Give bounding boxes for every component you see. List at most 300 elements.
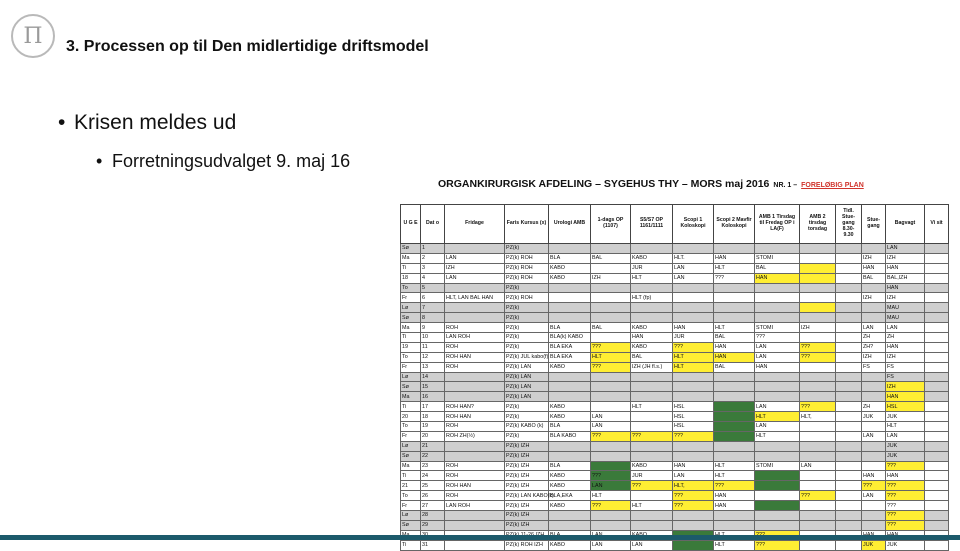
table-cell: BAL [714, 333, 755, 343]
table-cell [445, 511, 505, 521]
table-cell: JUK [862, 412, 886, 422]
table-row [401, 273, 949, 283]
schedule-scan [398, 172, 950, 549]
table-cell: JUR [631, 263, 673, 273]
table-cell [631, 382, 673, 392]
table-cell [549, 283, 591, 293]
table-cell [925, 323, 949, 333]
table-cell: 24 [421, 471, 445, 481]
table-cell: HLT [631, 402, 673, 412]
table-cell: 18 [421, 412, 445, 422]
table-cell [549, 293, 591, 303]
bottom-accent-bar [0, 535, 960, 540]
table-cell: 4 [421, 273, 445, 283]
table-cell: LAN [673, 263, 714, 273]
table-cell [549, 313, 591, 323]
table-cell: Lø [401, 441, 421, 451]
table-cell [549, 244, 591, 254]
table-cell [673, 520, 714, 530]
column-header: Bagvagt [886, 205, 925, 244]
table-cell: PZ(k) ROH [505, 263, 549, 273]
table-cell [836, 392, 862, 402]
table-cell [925, 244, 949, 254]
logo: Π [11, 14, 55, 58]
table-cell [631, 303, 673, 313]
table-cell: Sø [401, 520, 421, 530]
column-header: Tidl. Stue- gang 8.30- 9.30 [836, 205, 862, 244]
table-cell [755, 372, 800, 382]
table-cell [862, 303, 886, 313]
table-row [401, 362, 949, 372]
table-row [401, 333, 949, 343]
table-cell: PZ(k) [505, 303, 549, 313]
table-cell: PZ(k) [505, 323, 549, 333]
table-cell [800, 441, 836, 451]
table-cell [755, 283, 800, 293]
table-cell [800, 392, 836, 402]
table-cell: ??? [886, 491, 925, 501]
table-cell: HLT [591, 352, 631, 362]
table-cell: PZ(k) KABO (k) [505, 422, 549, 432]
table-cell [591, 392, 631, 402]
table-cell [631, 451, 673, 461]
table-cell: 21 [401, 481, 421, 491]
table-cell: HAN [673, 461, 714, 471]
table-cell: HLT [714, 323, 755, 333]
table-cell [836, 461, 862, 471]
table-cell [631, 520, 673, 530]
table-cell [800, 263, 836, 273]
schedule-header-row [401, 205, 949, 244]
table-cell: HAN [862, 471, 886, 481]
table-cell [631, 283, 673, 293]
table-cell [714, 392, 755, 402]
table-cell [925, 342, 949, 352]
table-cell [714, 372, 755, 382]
table-cell: LAN [800, 461, 836, 471]
table-cell: ROH [445, 471, 505, 481]
table-cell [591, 402, 631, 412]
table-cell [862, 441, 886, 451]
table-row [401, 283, 949, 293]
table-cell: ??? [886, 481, 925, 491]
table-cell: 3 [421, 263, 445, 273]
table-cell: 25 [421, 481, 445, 491]
table-cell [925, 362, 949, 372]
table-cell: 15 [421, 382, 445, 392]
table-cell: IZH (JH fl.s.) [631, 362, 673, 372]
table-cell: IZH [886, 352, 925, 362]
table-cell [836, 431, 862, 441]
table-cell [673, 313, 714, 323]
table-cell: Ti [401, 333, 421, 343]
bullet-glyph: • [58, 111, 66, 134]
table-cell [925, 481, 949, 491]
table-cell: LAN ROH [445, 501, 505, 511]
table-cell: 19 [421, 422, 445, 432]
table-cell [800, 303, 836, 313]
table-cell [673, 293, 714, 303]
table-cell [631, 244, 673, 254]
table-row [401, 491, 949, 501]
table-cell [591, 441, 631, 451]
table-cell: ??? [755, 540, 800, 550]
column-header: S5/S7 OP 1161/1111 [631, 205, 673, 244]
table-cell: JUK [886, 441, 925, 451]
table-cell: PZ(k) ROH [505, 253, 549, 263]
table-cell [755, 293, 800, 303]
table-cell [836, 313, 862, 323]
table-cell [549, 392, 591, 402]
table-cell [631, 511, 673, 521]
table-cell [836, 540, 862, 550]
table-cell: 19 [401, 342, 421, 352]
table-cell [800, 244, 836, 254]
bullet-level1-text: Krisen meldes ud [74, 111, 237, 134]
table-cell [836, 253, 862, 263]
table-cell [755, 471, 800, 481]
bullet-level1 [58, 111, 236, 135]
table-cell [800, 540, 836, 550]
table-cell [925, 303, 949, 313]
table-cell: LAN [886, 431, 925, 441]
table-cell: PZ(k) JUL kabo(f) [506, 354, 549, 361]
table-cell [591, 293, 631, 303]
table-cell [673, 244, 714, 254]
table-cell: KABO [549, 471, 591, 481]
table-cell [925, 263, 949, 273]
table-cell: STOMI [755, 323, 800, 333]
table-cell: 6 [421, 293, 445, 303]
table-cell: HLT [714, 471, 755, 481]
table-cell: Sø [401, 382, 421, 392]
table-cell: HAN [673, 323, 714, 333]
table-cell: Lø [401, 303, 421, 313]
column-header: Scopi 1 Koloskopi [673, 205, 714, 244]
table-cell: KABO [549, 412, 591, 422]
table-cell: FS [886, 372, 925, 382]
table-cell [755, 511, 800, 521]
table-row [401, 441, 949, 451]
table-cell [836, 422, 862, 432]
table-cell [925, 471, 949, 481]
table-cell: BLA [549, 323, 591, 333]
table-cell: PZ(k) [505, 412, 549, 422]
table-cell: PZ(k) LAN [505, 392, 549, 402]
table-cell: HAN [714, 352, 755, 362]
table-cell: BAL [862, 273, 886, 283]
table-cell: 2 [421, 253, 445, 263]
table-cell [925, 283, 949, 293]
table-cell [925, 372, 949, 382]
table-cell [836, 520, 862, 530]
table-cell: 7 [421, 303, 445, 313]
table-cell: PZ(k) [505, 402, 549, 412]
table-cell: LAN ROH [445, 333, 505, 343]
table-cell: HLT [755, 431, 800, 441]
table-cell [673, 451, 714, 461]
table-cell: HAN [886, 392, 925, 402]
table-cell: LAN [631, 540, 673, 550]
table-cell [714, 313, 755, 323]
table-cell: HAN [714, 342, 755, 352]
table-cell: ROH [445, 362, 505, 372]
table-row [401, 412, 949, 422]
table-cell [445, 392, 505, 402]
table-cell: JUR [631, 471, 673, 481]
table-cell: Ti [401, 263, 421, 273]
table-cell: ROH HAN [445, 352, 505, 362]
table-cell [800, 431, 836, 441]
table-cell: BLA(k) KABO [549, 333, 591, 343]
table-cell [591, 461, 631, 471]
table-cell: JUR [673, 333, 714, 343]
table-cell: ROH [445, 342, 505, 352]
table-cell: BAL [591, 323, 631, 333]
table-cell: PZ(k) [505, 283, 549, 293]
table-cell [445, 283, 505, 293]
table-cell: ZH [862, 402, 886, 412]
table-cell [673, 303, 714, 313]
table-cell [925, 431, 949, 441]
table-cell [800, 333, 836, 343]
table-cell [800, 372, 836, 382]
table-cell: HAN [886, 263, 925, 273]
table-cell [631, 372, 673, 382]
table-cell: ??? [673, 431, 714, 441]
table-cell: 23 [421, 461, 445, 471]
table-cell: Sø [401, 451, 421, 461]
table-cell [836, 283, 862, 293]
table-cell: Ma [401, 253, 421, 263]
table-cell [631, 491, 673, 501]
column-header: Urologi AMB [549, 205, 591, 244]
table-cell: BAL [591, 253, 631, 263]
table-cell [836, 441, 862, 451]
table-cell: HSL [673, 422, 714, 432]
table-cell: LAN [673, 471, 714, 481]
table-cell [714, 402, 755, 412]
table-cell [925, 402, 949, 412]
table-cell [445, 382, 505, 392]
bullet-glyph: • [96, 151, 103, 171]
table-cell: To [401, 283, 421, 293]
table-cell [549, 372, 591, 382]
table-cell: ZH? [862, 342, 886, 352]
table-cell: ??? [631, 431, 673, 441]
table-cell [836, 323, 862, 333]
table-cell: PZ(k) IZH [505, 501, 549, 511]
table-row [401, 520, 949, 530]
table-cell: HAN [631, 333, 673, 343]
table-cell: IZH [862, 253, 886, 263]
table-cell [800, 501, 836, 511]
table-cell [836, 501, 862, 511]
table-cell [755, 481, 800, 491]
table-cell [836, 263, 862, 273]
table-cell [445, 372, 505, 382]
table-cell [800, 471, 836, 481]
table-cell [714, 244, 755, 254]
table-cell [591, 382, 631, 392]
table-cell: LAN [591, 412, 631, 422]
table-cell [800, 313, 836, 323]
table-cell: 5 [421, 283, 445, 293]
table-cell: LAN [862, 491, 886, 501]
table-cell: ??? [673, 501, 714, 511]
table-row [401, 303, 949, 313]
table-cell [591, 244, 631, 254]
table-cell: 20 [401, 412, 421, 422]
column-header: U G E [401, 205, 421, 244]
table-cell: To [401, 352, 421, 362]
table-cell: STOMI [755, 461, 800, 471]
table-cell [836, 471, 862, 481]
table-cell: ROH HAN [445, 412, 505, 422]
table-cell [631, 412, 673, 422]
table-cell: BLA [549, 422, 591, 432]
table-cell: PZ(k) IZH [505, 511, 549, 521]
table-cell [549, 382, 591, 392]
table-cell: 20 [421, 431, 445, 441]
table-cell: ??? [591, 501, 631, 511]
column-header: 1-dags OP (1107) [591, 205, 631, 244]
table-cell: KABO [549, 501, 591, 511]
table-cell [549, 520, 591, 530]
table-cell: HLT, [800, 412, 836, 422]
table-cell: LAN [445, 253, 505, 263]
table-cell [549, 451, 591, 461]
table-cell [591, 263, 631, 273]
table-cell: HLT [755, 412, 800, 422]
table-cell: LAN [862, 323, 886, 333]
table-cell: IZH [591, 273, 631, 283]
table-cell [631, 422, 673, 432]
table-cell [714, 412, 755, 422]
table-cell [631, 313, 673, 323]
table-cell [836, 303, 862, 313]
table-cell: ??? [755, 333, 800, 343]
table-cell [755, 520, 800, 530]
table-row [401, 352, 949, 362]
table-cell: IZH [886, 253, 925, 263]
table-cell: BLA KABO [549, 431, 591, 441]
table-cell: PZ(k) IZH [505, 471, 549, 481]
table-cell: 16 [421, 392, 445, 402]
table-cell [836, 342, 862, 352]
table-cell: KABO [549, 540, 591, 550]
table-cell [925, 501, 949, 511]
table-cell: PZ(k) LAN [505, 382, 549, 392]
table-cell: PZ(k) IZH [505, 520, 549, 530]
table-cell [673, 441, 714, 451]
table-cell: Fr [401, 293, 421, 303]
column-header: Vi sit [925, 205, 949, 244]
table-cell [925, 412, 949, 422]
table-cell [445, 244, 505, 254]
table-cell: LAN [591, 540, 631, 550]
table-cell [862, 501, 886, 511]
table-cell [800, 422, 836, 432]
table-row [401, 392, 949, 402]
table-cell [549, 441, 591, 451]
table-cell: HAN [714, 501, 755, 511]
table-row [401, 382, 949, 392]
table-cell: HAN [886, 342, 925, 352]
table-cell [925, 422, 949, 432]
table-cell [836, 244, 862, 254]
table-cell: ??? [591, 431, 631, 441]
table-cell [591, 313, 631, 323]
table-cell: ??? [886, 511, 925, 521]
table-cell [755, 501, 800, 511]
table-cell: KABO [631, 323, 673, 333]
table-cell [800, 451, 836, 461]
table-cell [673, 540, 714, 550]
table-cell: ??? [800, 342, 836, 352]
table-cell: ??? [800, 352, 836, 362]
table-cell: Ti [401, 471, 421, 481]
table-cell: ROH HAN? [445, 402, 505, 412]
table-cell: Sø [401, 244, 421, 254]
table-cell: JUK [886, 451, 925, 461]
table-cell: ??? [800, 402, 836, 412]
table-cell: Lø [401, 511, 421, 521]
table-cell: JUK [886, 412, 925, 422]
table-cell: ROH [445, 323, 505, 333]
table-cell [631, 392, 673, 402]
table-cell [836, 451, 862, 461]
table-cell [862, 244, 886, 254]
table-cell [925, 313, 949, 323]
table-cell: IZH [886, 293, 925, 303]
table-cell: IZH [862, 352, 886, 362]
table-cell [800, 382, 836, 392]
table-cell: FS [862, 362, 886, 372]
table-cell [445, 540, 505, 550]
table-cell [714, 293, 755, 303]
table-cell: PZ(k) [505, 342, 549, 352]
table-cell: HAN [714, 491, 755, 501]
table-cell: KABO [631, 342, 673, 352]
table-cell [714, 382, 755, 392]
table-cell [591, 283, 631, 293]
table-cell: LAN [755, 402, 800, 412]
table-cell: 9 [421, 323, 445, 333]
table-cell [591, 511, 631, 521]
table-cell: ??? [673, 342, 714, 352]
table-cell: HLT, [673, 481, 714, 491]
table-row [401, 313, 949, 323]
table-cell: FS [886, 362, 925, 372]
table-cell: ??? [862, 481, 886, 491]
table-cell: PZ(k) LAN [505, 362, 549, 372]
table-cell: HLT [631, 501, 673, 511]
table-cell: LAN [755, 342, 800, 352]
table-cell [755, 392, 800, 402]
table-row [401, 501, 949, 511]
table-cell: KABO [549, 481, 591, 491]
column-header: Stue- gang [862, 205, 886, 244]
table-cell [549, 511, 591, 521]
table-cell: PZ(k) [505, 431, 549, 441]
table-cell: 22 [421, 451, 445, 461]
table-cell: LAN [886, 323, 925, 333]
table-cell: 18 [401, 273, 421, 283]
table-cell [755, 491, 800, 501]
table-cell: 26 [421, 491, 445, 501]
table-cell: HLT [714, 461, 755, 471]
